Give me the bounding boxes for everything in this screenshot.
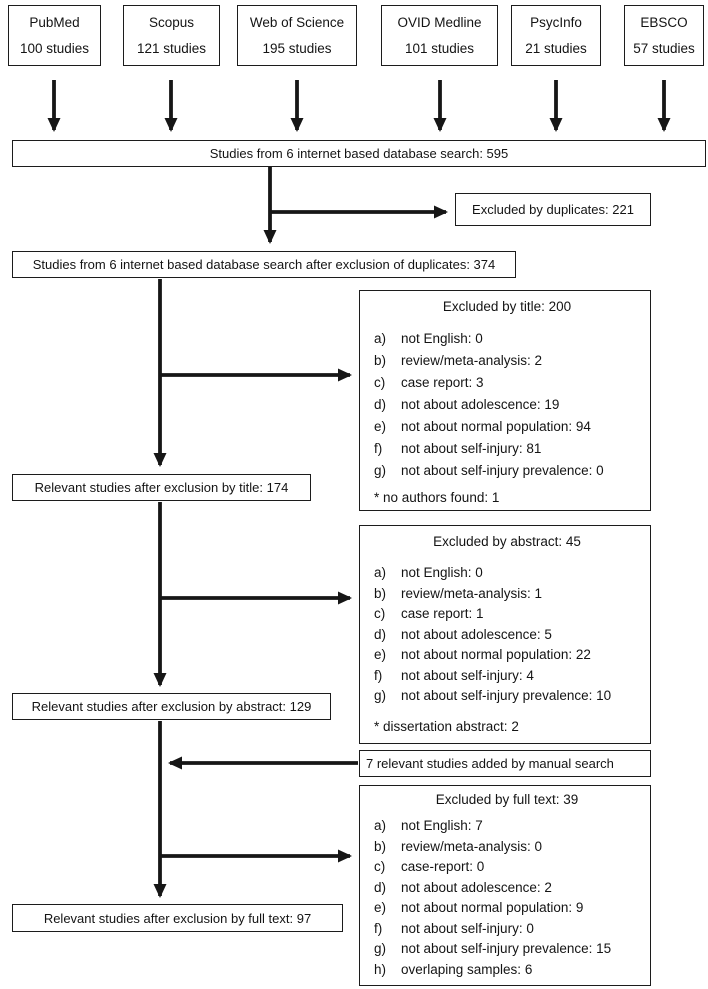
search-total-label: Studies from 6 internet based database search: 595: [209, 146, 509, 161]
item-text: not about normal population: 94: [401, 419, 591, 434]
exclusion-item: [374, 604, 640, 625]
exclusion-item: [374, 960, 640, 981]
item-text: not about adolescence: 19: [401, 397, 560, 412]
database-box-ovid-medline: [381, 5, 498, 66]
item-text: overlaping samples: 6: [401, 961, 533, 977]
item-text: not English: 0: [401, 565, 483, 580]
item-marker: c): [374, 375, 386, 390]
item-text: case report: 3: [401, 375, 484, 390]
item-text: not about self-injury: 4: [401, 667, 534, 683]
database-name: EBSCO: [640, 15, 688, 30]
excluded-by-abstract-box: [359, 525, 651, 744]
item-marker: g): [374, 688, 387, 703]
database-count: 101 studies: [404, 41, 475, 56]
item-text: not about self-injury prevalence: 15: [401, 941, 612, 956]
database-box-web-of-science: [237, 5, 357, 66]
exclusion-item: [374, 837, 640, 858]
item-text: not English: 7: [401, 818, 483, 833]
after-title-label: Relevant studies after exclusion by title: 174: [34, 480, 289, 495]
after-full-text-label: Relevant studies after exclusion by full text: 97: [43, 910, 312, 926]
exclusion-item: [374, 563, 640, 584]
item-marker: g): [374, 941, 387, 956]
manual-search-label: 7 relevant studies added by manual search: [366, 756, 614, 771]
after-duplicates-label: Studies from 6 internet based database search after exclusion of duplicates: 374: [32, 257, 496, 272]
excluded-duplicates-label: Excluded by duplicates: 221: [472, 202, 634, 217]
item-marker: a): [374, 818, 387, 833]
database-box-psycinfo: [511, 5, 601, 66]
database-name: OVID Medline: [397, 15, 482, 30]
exclusion-item: [374, 898, 640, 919]
database-name: PubMed: [29, 15, 80, 30]
item-text: review/meta-analysis: 0: [401, 838, 543, 854]
database-box-ebsco: [624, 5, 704, 66]
search-total-box: [12, 140, 706, 167]
item-text: not about adolescence: 2: [401, 879, 552, 895]
exclusion-item: [374, 460, 640, 482]
database-count: 57 studies: [633, 41, 695, 56]
exclusion-item: [374, 438, 640, 460]
item-marker: c): [374, 606, 386, 621]
exclusion-item: [374, 372, 640, 394]
item-marker: f): [374, 441, 383, 456]
database-count: 195 studies: [262, 41, 332, 56]
exclusion-item: [374, 394, 640, 416]
exclusion-item: [374, 625, 640, 646]
item-marker: a): [374, 565, 387, 580]
item-text: not about normal population: 9: [401, 900, 584, 915]
exclusion-item: [374, 350, 640, 372]
database-name: Web of Science: [249, 15, 345, 30]
exclusion-item: [374, 919, 640, 940]
item-marker: f): [374, 920, 383, 936]
item-marker: h): [374, 961, 387, 977]
item-marker: a): [374, 331, 387, 346]
item-text: not about self-injury: 0: [401, 920, 534, 936]
exclusion-item: [374, 584, 640, 605]
item-marker: e): [374, 900, 387, 915]
exclusion-item: [374, 666, 640, 687]
exclusion-item: [374, 878, 640, 899]
item-marker: e): [374, 419, 387, 434]
excluded-by-title-footnote: * no authors found: 1: [374, 490, 500, 505]
item-text: not about self-injury prevalence: 10: [401, 688, 612, 703]
item-marker: d): [374, 879, 387, 895]
excluded-by-full-text-heading: Excluded by full text: 39: [435, 792, 579, 807]
item-marker: f): [374, 667, 383, 683]
item-marker: b): [374, 585, 387, 601]
item-marker: c): [374, 859, 386, 874]
exclusion-item: [374, 686, 640, 707]
excluded-duplicates-box: [455, 193, 651, 226]
item-text: not about self-injury: 81: [401, 441, 542, 456]
item-marker: b): [374, 353, 387, 368]
exclusion-item: [374, 857, 640, 878]
database-count: 100 studies: [19, 41, 90, 56]
database-count: 21 studies: [525, 41, 587, 56]
after-duplicates-box: [12, 251, 516, 278]
after-abstract-box: [12, 693, 331, 720]
item-text: not about adolescence: 5: [401, 626, 552, 642]
exclusion-item: [374, 328, 640, 350]
exclusion-item: [374, 416, 640, 438]
item-text: not about self-injury prevalence: 0: [401, 463, 604, 478]
excluded-by-abstract-footnote: * dissertation abstract: 2: [374, 718, 519, 734]
item-text: not about normal population: 22: [401, 647, 591, 662]
item-marker: e): [374, 647, 387, 662]
item-text: review/meta-analysis: 1: [401, 585, 543, 601]
exclusion-item: [374, 645, 640, 666]
database-box-scopus: [123, 5, 220, 66]
exclusion-item: [374, 816, 640, 837]
exclusion-item: [374, 939, 640, 960]
item-text: case-report: 0: [401, 859, 485, 874]
item-marker: b): [374, 838, 387, 854]
manual-search-box: [359, 750, 651, 777]
item-text: review/meta-analysis: 2: [401, 353, 543, 368]
item-marker: g): [374, 463, 387, 478]
database-box-pubmed: [8, 5, 101, 66]
excluded-by-title-heading: Excluded by title: 200: [442, 299, 572, 314]
database-name: PsycInfo: [530, 15, 582, 30]
database-name: Scopus: [148, 15, 195, 30]
excluded-by-title-box: [359, 290, 651, 511]
excluded-by-full-text-box: [359, 785, 651, 986]
item-marker: d): [374, 397, 387, 412]
after-title-box: [12, 474, 311, 501]
item-marker: d): [374, 626, 387, 642]
item-text: not English: 0: [401, 331, 483, 346]
after-full-text-box: [12, 904, 343, 932]
item-text: case report: 1: [401, 606, 484, 621]
database-count: 121 studies: [136, 41, 207, 56]
excluded-by-abstract-heading: Excluded by abstract: 45: [433, 534, 581, 549]
after-abstract-label: Relevant studies after exclusion by abstract: 129: [31, 699, 312, 714]
